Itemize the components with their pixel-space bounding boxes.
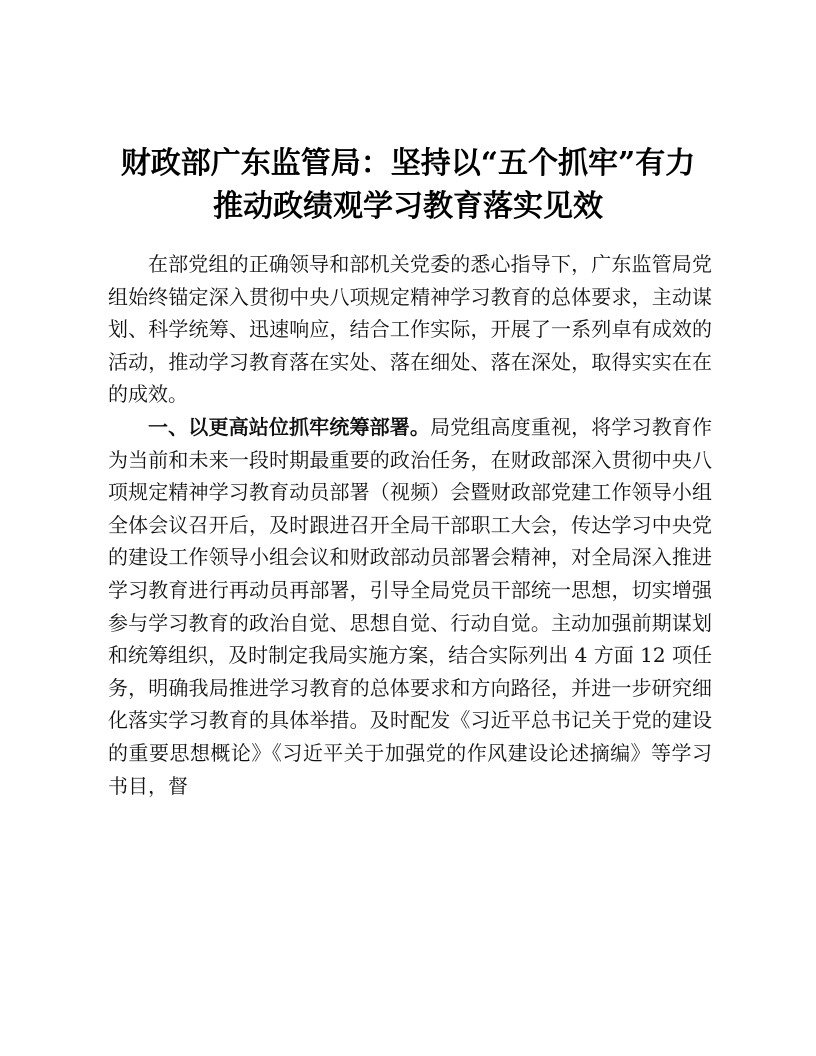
paragraph-text: 局党组高度重视，将学习教育作为当前和未来一段时期最重要的政治任务，在财政部深入贯彻中央八项规定精神学习教育动员部署（视频）会暨财政部党建工作领导小组全体会议召开后，及时跟进召开全局干部职工大会，传达学习中央党的建设工作领导小组会议和财政部动员部署会精神，对全局深入推进学习教育进行再动员再部署，引导全局党员干部统一思想，切实增强参与学习教育的政治自觉、思想自觉、行动自觉。主动加强前期谋划和统筹组织，及时制定我局实施方案，结合实际列出 4 方面 12 项任务，明确我局推进学习教育的总体要求和方向路径，并进一步研究细化落实学习教育的具体举措。及时配发《习近平总书记关于党的建设的重要思想概论》《习近平关于加强党的作风建设论述摘编》等学习书目，督 [108, 414, 713, 798]
document-title [100, 142, 716, 228]
title-line-1: 财政部广东监管局：坚持以“五个抓牢”有力 [120, 146, 696, 181]
paragraph-text: 在部党组的正确领导和部机关党委的悉心指导下，广东监管局党组始终锚定深入贯彻中央八项规定精神学习教育的总体要求，主动谋划、科学统筹、迅速响应，结合工作实际，开展了一系列卓有成效的活动，推动学习教育落在实处、落在细处、落在深处，取得实实在在的成效。 [108, 252, 712, 407]
paragraph-section-1 [108, 411, 712, 802]
section-heading: 一、以更高站位抓牢统筹部署。 [148, 414, 431, 439]
paragraph-intro [108, 248, 712, 411]
document-body [108, 248, 712, 802]
title-line-2: 推动政绩观学习教育落实见效 [213, 189, 603, 224]
